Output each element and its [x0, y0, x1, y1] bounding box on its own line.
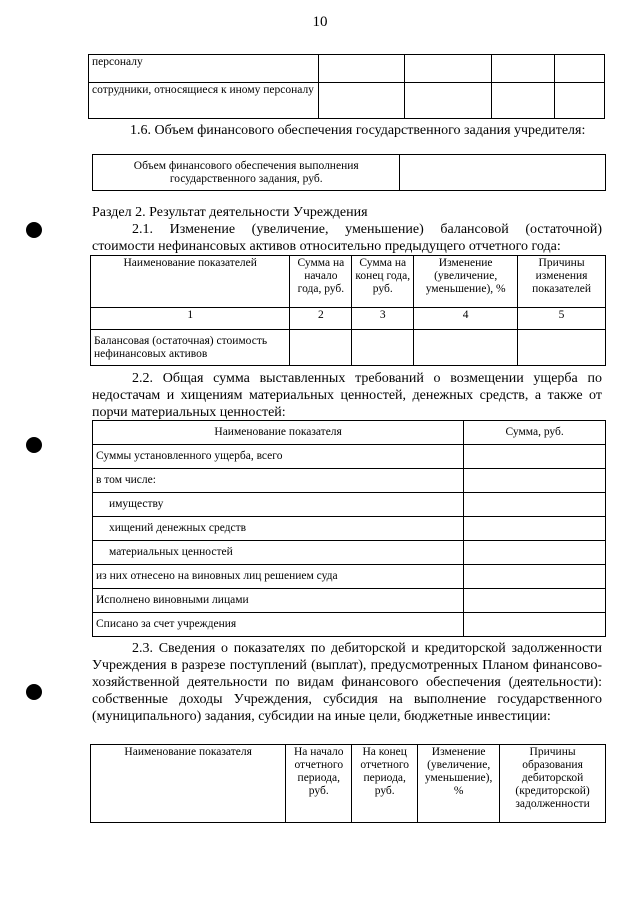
- table-row: Списано за счет учреждения: [93, 613, 464, 637]
- section-2-title: Раздел 2. Результат деятельности Учреждения: [92, 205, 368, 220]
- punch-hole-icon: [26, 222, 42, 238]
- table-row: имуществу: [93, 493, 464, 517]
- column-number: 2: [290, 308, 352, 330]
- section-2-3-text: 2.3. Сведения о показателях по дебиторской и кредиторской задолженности Учреждения в разрезе поступлений (выплат), предусмотренных Планом финансово-хозяйственной деятельности по видам финансового обеспечения (деятельности): собственные доходы Учреждения, субсидия на выполнение государственного (муниципального) задания, субсидии на иные цели, бюджетные инвестиции:: [92, 641, 602, 724]
- column-header: На конец отчетного периода, руб.: [352, 745, 418, 823]
- column-header: Изменение (увеличение, уменьшение), %: [414, 256, 518, 308]
- column-number: 1: [91, 308, 290, 330]
- column-header: Сумма на конец года, руб.: [352, 256, 414, 308]
- table-row: хищений денежных средств: [93, 517, 464, 541]
- table-2-2: [92, 420, 606, 637]
- table-row: материальных ценностей: [93, 541, 464, 565]
- punch-hole-icon: [26, 437, 42, 453]
- column-header: Наименование показателя: [93, 421, 464, 445]
- table-cell: Балансовая (остаточная) стоимость нефинансовых активов: [91, 330, 290, 366]
- section-2-2-text: 2.2. Общая сумма выставленных требований о возмещении ущерба по недостачам и хищениям материальных ценностей, денежных средств, а также от порчи материальных ценностей:: [92, 371, 602, 420]
- financing-table: [92, 154, 606, 191]
- column-header: На начало отчетного периода, руб.: [286, 745, 352, 823]
- table-2-3: [90, 744, 606, 823]
- page-number: 10: [312, 14, 328, 30]
- table-cell: сотрудники, относящиеся к иному персоналу: [89, 83, 319, 119]
- top-table: [88, 54, 605, 119]
- column-header: Сумма на начало года, руб.: [290, 256, 352, 308]
- table-row: из них отнесено на виновных лиц решением суда: [93, 565, 464, 589]
- table-row: в том числе:: [93, 469, 464, 493]
- punch-hole-icon: [26, 684, 42, 700]
- table-row: Суммы установленного ущерба, всего: [93, 445, 464, 469]
- column-number: 4: [414, 308, 518, 330]
- column-number: 3: [352, 308, 414, 330]
- column-header: Наименование показателей: [91, 256, 290, 308]
- column-header: Причины изменения показателей: [518, 256, 606, 308]
- table-row: Исполнено виновными лицами: [93, 589, 464, 613]
- column-header: Наименование показателя: [91, 745, 286, 823]
- column-header: Изменение (увеличение, уменьшение), %: [418, 745, 500, 823]
- table-2-1: [90, 255, 606, 366]
- column-number: 5: [518, 308, 606, 330]
- table-cell: персоналу: [89, 55, 319, 83]
- section-1-6-heading: 1.6. Объем финансового обеспечения государственного задания учредителя:: [130, 123, 586, 138]
- section-2-1-text: 2.1. Изменение (увеличение, уменьшение) балансовой (остаточной) стоимости нефинансовых активов относительно предыдущего отчетного года:: [92, 222, 602, 254]
- column-header: Сумма, руб.: [464, 421, 606, 445]
- table-cell: Объем финансового обеспечения выполнения государственного задания, руб.: [93, 155, 400, 191]
- column-header: Причины образования дебиторской (кредиторской) задолженности: [500, 745, 606, 823]
